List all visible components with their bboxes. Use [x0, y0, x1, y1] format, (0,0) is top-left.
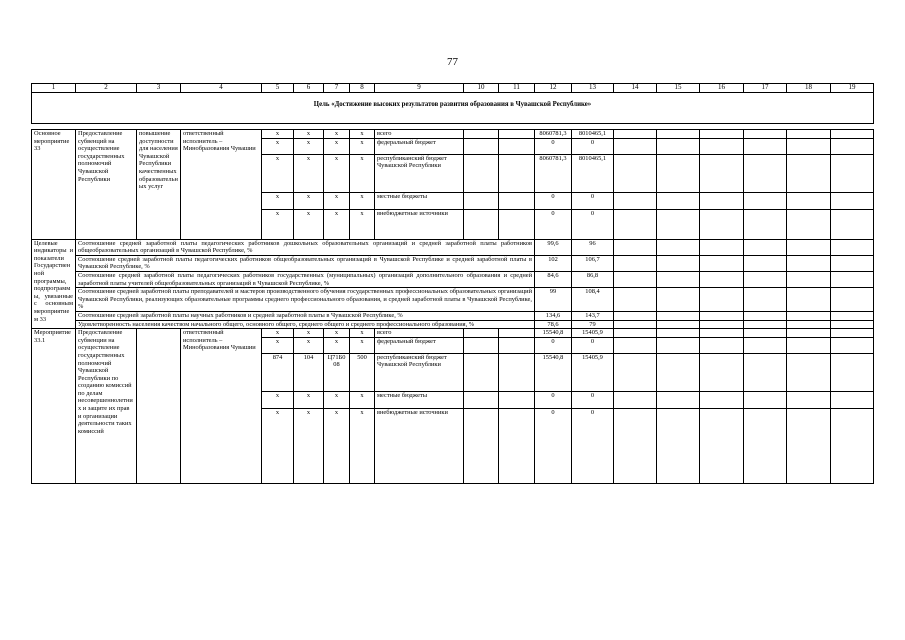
- col-header: 10: [464, 84, 499, 93]
- cell-value-2020: 0: [572, 391, 614, 408]
- cell-section: x: [294, 337, 324, 353]
- cell-value-2020: 0: [572, 337, 614, 353]
- indicator-text: Соотношение средней заработной платы научных работников и средней заработной платы в Чувашской Республике, %: [76, 311, 535, 320]
- cell-section: x: [294, 138, 324, 154]
- cell-value-2020: 0: [572, 209, 614, 239]
- cell-grbs: x: [262, 329, 294, 338]
- col-header: 1: [32, 84, 76, 93]
- indicator-value-2019: 99: [535, 288, 572, 312]
- indicator-text: Соотношение средней заработной платы педагогических работников государственных (муниципальных) организаций дополнительного образования и средней заработной платы учителей общеобразовательных организаций в Чувашской Республике, %: [76, 271, 535, 287]
- cell-funding-source: федеральный бюджет: [375, 337, 464, 353]
- cell-section: x: [294, 408, 324, 483]
- cell-expense-group: x: [350, 209, 375, 239]
- col-header: 13: [572, 84, 614, 93]
- cell-grbs: x: [262, 408, 294, 483]
- indicator-value-2019: 99,6: [535, 239, 572, 255]
- cell-value-2020: 0: [572, 138, 614, 154]
- cell-grbs: x: [262, 209, 294, 239]
- indicator-text: Удовлетворенность населения качеством начального общего, основного общего, среднего общего и среднего профессионального образования, %: [76, 320, 535, 329]
- indicator-row: [32, 271, 874, 287]
- cell-target: x: [324, 408, 350, 483]
- indicator-row: [32, 255, 874, 271]
- cell-target: x: [324, 329, 350, 338]
- indicator-text: Соотношение средней заработной платы преподавателей и мастеров производственного обучения государственных профессиональных образовательных организаций Чувашской Республики, реализующих образовательные программы среднего профессионального образования, и средней заработной платы в Чувашской Республике, %: [76, 288, 535, 312]
- cell-funding-source: местные бюджеты: [375, 391, 464, 408]
- cell-grbs: x: [262, 192, 294, 209]
- col-header: 19: [831, 84, 874, 93]
- col-header: 7: [324, 84, 350, 93]
- cell-target: x: [324, 130, 350, 139]
- cell-expense-group: x: [350, 192, 375, 209]
- cell-funding-source: федеральный бюджет: [375, 138, 464, 154]
- measure-executor: ответственный исполнитель – Минобразования Чувашии: [181, 130, 262, 240]
- cell-section: x: [294, 192, 324, 209]
- cell-expense-group: x: [350, 154, 375, 192]
- cell-grbs: x: [262, 154, 294, 192]
- cell-funding-source: внебюджетные источники: [375, 209, 464, 239]
- cell-value-2020: 15405,9: [572, 329, 614, 338]
- cell-grbs: x: [262, 130, 294, 139]
- indicator-text: Соотношение средней заработной платы педагогических работников дошкольных образовательных организаций и средней заработной платы работников общеобразовательных организаций в Чувашской Республике, %: [76, 239, 535, 255]
- indicator-value-2020: 96: [572, 239, 614, 255]
- indicator-value-2019: 102: [535, 255, 572, 271]
- cell-target: x: [324, 337, 350, 353]
- col-header: 14: [614, 84, 657, 93]
- cell-section: 104: [294, 353, 324, 391]
- cell-section: x: [294, 391, 324, 408]
- indicator-value-2020: 106,7: [572, 255, 614, 271]
- measure-description: Предоставление субвенций на осуществление государственных полномочий Чувашской Республики: [76, 130, 137, 240]
- cell-grbs: x: [262, 138, 294, 154]
- measure-name: Мероприятие 33.1: [32, 329, 76, 484]
- program-table: [31, 83, 874, 484]
- indicator-value-2019: 134,6: [535, 311, 572, 320]
- col-header: 15: [657, 84, 700, 93]
- cell-target: x: [324, 209, 350, 239]
- col-header: 3: [137, 84, 181, 93]
- cell-funding-source: всего: [375, 130, 464, 139]
- cell-funding-source: всего: [375, 329, 464, 338]
- indicator-value-2020: 143,7: [572, 311, 614, 320]
- goal-title: Цель «Достижение высоких результатов развития образования в Чувашской Республике»: [32, 93, 874, 124]
- cell-section: x: [294, 329, 324, 338]
- indicator-row: [32, 239, 874, 255]
- cell-target: Ц71Б008: [324, 353, 350, 391]
- indicator-value-2020: 79: [572, 320, 614, 329]
- cell-value-2019: 15540,8: [535, 329, 572, 338]
- cell-target: x: [324, 391, 350, 408]
- indicator-value-2020: 86,8: [572, 271, 614, 287]
- indicators-label: Целевые индикаторы и показатели Государственной программы, подпрограммы, увязанные с основным мероприятием 33: [32, 239, 76, 329]
- measure-executor: ответственный исполнитель – Минобразования Чувашии: [181, 329, 262, 484]
- indicator-value-2020: 108,4: [572, 288, 614, 312]
- col-header: 11: [499, 84, 535, 93]
- col-header: 4: [181, 84, 262, 93]
- cell-expense-group: x: [350, 138, 375, 154]
- indicator-row: [32, 311, 874, 320]
- indicator-row: [32, 288, 874, 312]
- cell-funding-source: республиканский бюджет Чувашской Республики: [375, 154, 464, 192]
- cell-grbs: 874: [262, 353, 294, 391]
- col-header: 9: [375, 84, 464, 93]
- cell-grbs: x: [262, 391, 294, 408]
- cell-section: x: [294, 154, 324, 192]
- cell-expense-group: 500: [350, 353, 375, 391]
- cell-value-2019: 8060781,3: [535, 154, 572, 192]
- measure-result: повышение доступности для населения Чувашской Республики качественных образовательных услуг: [137, 130, 181, 240]
- cell-target: x: [324, 154, 350, 192]
- cell-expense-group: x: [350, 130, 375, 139]
- cell-funding-source: республиканский бюджет Чувашской Республики: [375, 353, 464, 391]
- column-header-row: [32, 84, 874, 93]
- cell-expense-group: x: [350, 337, 375, 353]
- measure-name: Основное мероприятие 33: [32, 130, 76, 240]
- col-header: 2: [76, 84, 137, 93]
- cell-value-2019: 0: [535, 209, 572, 239]
- indicator-text: Соотношение средней заработной платы педагогических работников общеобразовательных организаций в Чувашской Республике и средней заработной платы в Чувашской Республике, %: [76, 255, 535, 271]
- cell-value-2020: 0: [572, 192, 614, 209]
- col-header: 12: [535, 84, 572, 93]
- cell-value-2019: 0: [535, 192, 572, 209]
- indicator-value-2019: 78,6: [535, 320, 572, 329]
- measure-result: [137, 329, 181, 484]
- col-header: 16: [700, 84, 744, 93]
- col-header: 18: [787, 84, 831, 93]
- cell-section: x: [294, 130, 324, 139]
- cell-funding-source: внебюджетные источники: [375, 408, 464, 483]
- col-header: 6: [294, 84, 324, 93]
- cell-value-2020: 0: [572, 408, 614, 483]
- measure-description: Предоставление субвенции на осуществление государственных полномочий Чувашской Республики по созданию комиссий по делам несовершеннолетних и защите их прав и организации деятельности таких комиссий: [76, 329, 137, 484]
- page-number: 77: [447, 56, 458, 68]
- cell-value-2019: 0: [535, 337, 572, 353]
- cell-expense-group: x: [350, 329, 375, 338]
- col-header: 8: [350, 84, 375, 93]
- cell-value-2020: 15405,9: [572, 353, 614, 391]
- cell-value-2020: 8010465,1: [572, 154, 614, 192]
- cell-value-2020: 8010465,1: [572, 130, 614, 139]
- goal-row: [32, 93, 874, 124]
- table-row: [32, 329, 874, 338]
- col-header: 17: [744, 84, 787, 93]
- cell-target: x: [324, 138, 350, 154]
- indicator-value-2019: 84,6: [535, 271, 572, 287]
- cell-value-2019: 0: [535, 391, 572, 408]
- cell-funding-source: местные бюджеты: [375, 192, 464, 209]
- cell-section: x: [294, 209, 324, 239]
- cell-target: x: [324, 192, 350, 209]
- cell-expense-group: x: [350, 391, 375, 408]
- col-header: 5: [262, 84, 294, 93]
- cell-value-2019: 0: [535, 408, 572, 483]
- indicator-row: [32, 320, 874, 329]
- cell-value-2019: 8060781,3: [535, 130, 572, 139]
- table-row: [32, 130, 874, 139]
- cell-grbs: x: [262, 337, 294, 353]
- cell-expense-group: x: [350, 408, 375, 483]
- cell-value-2019: 15540,8: [535, 353, 572, 391]
- cell-value-2019: 0: [535, 138, 572, 154]
